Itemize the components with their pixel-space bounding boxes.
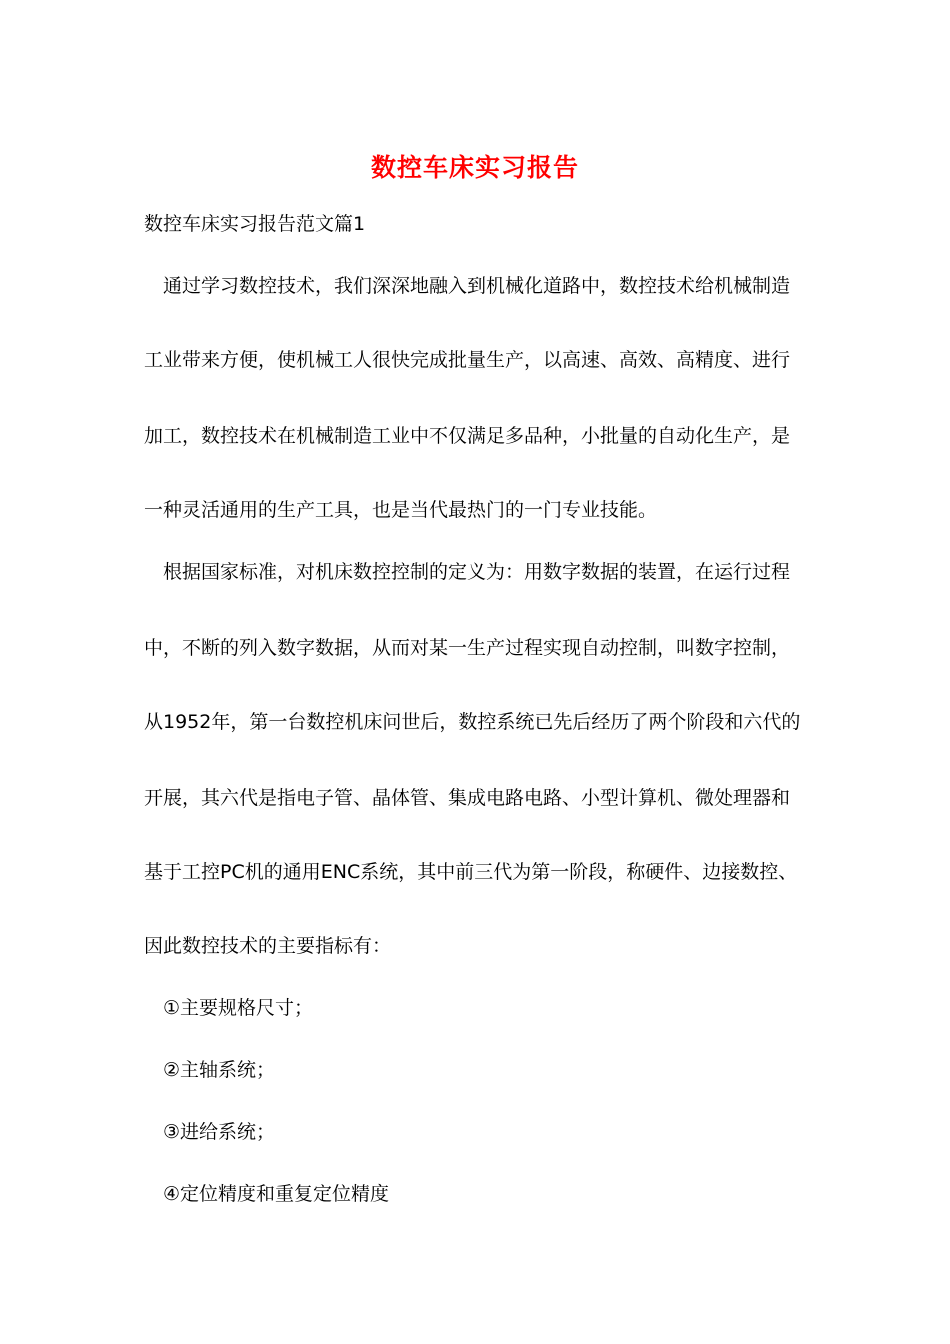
paragraph-2-line-2: 中，不断的列入数字数据，从而对某一生产过程实现自动控制，叫数字控制， [144,637,791,659]
paragraph-1-line-4: 一种灵活通用的生产工具，也是当代最热门的一门专业技能。 [144,499,658,521]
list-item: ②主轴系统； [163,1059,276,1081]
paragraph-2-line-4: 开展，其六代是指电子管、晶体管、集成电路电路、小型计算机、微处理器和 [144,787,791,809]
paragraph-1-line-1: 通过学习数控技术，我们深深地融入到机械化道路中，数控技术给机械制造 [163,275,791,297]
paragraph-2-line-6: 因此数控技术的主要指标有： [144,935,392,957]
document-subtitle: 数控车床实习报告范文篇1 [144,213,366,235]
paragraph-1-line-3: 加工，数控技术在机械制造工业中不仅满足多品种，小批量的自动化生产，是 [144,425,791,447]
list-item: ①主要规格尺寸； [163,997,314,1019]
list-item: ③进给系统； [163,1121,276,1143]
document-title: 数控车床实习报告 [370,153,579,182]
paragraph-2-line-1: 根据国家标准，对机床数控控制的定义为：用数字数据的装置，在运行过程 [163,561,791,583]
paragraph-1-line-2: 工业带来方便，使机械工人很快完成批量生产，以高速、高效、高精度、进行 [144,349,791,371]
paragraph-2-line-3: 从1952年，第一台数控机床问世后，数控系统已先后经历了两个阶段和六代的 [144,711,801,733]
paragraph-2-line-5: 基于工控PC机的通用ENC系统，其中前三代为第一阶段，称硬件、边接数控、 [144,861,798,883]
list-item: ④定位精度和重复定位精度 [163,1183,390,1205]
